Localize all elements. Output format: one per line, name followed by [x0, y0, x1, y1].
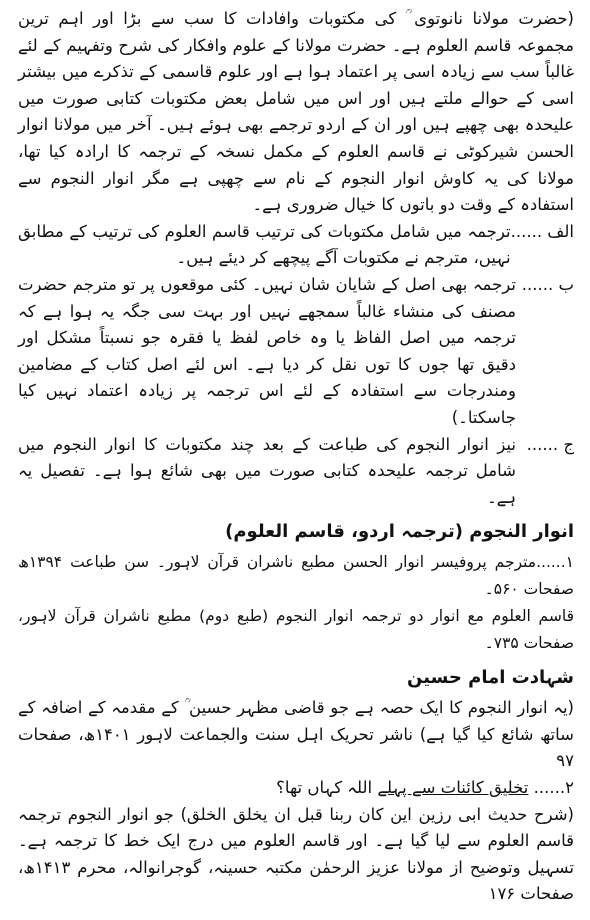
- point-marker: الف ......: [510, 221, 574, 241]
- section-heading-anwar-un-nujoom: انوار النجوم (ترجمہ اردو، قاسم العلوم): [225, 521, 574, 543]
- question-underlined-text: تخلیق کائنات سے پہلے: [377, 778, 529, 798]
- section-paragraph: (یہ انوار النجوم کا ایک حصہ ہے جو قاضی مظہر حسین ؒ کے مقدمہ کے اضافہ کے ساتھ شائع کیا گیا ہے) ناشر تحریک اہل سنت والجماعت لاہور ۱۴۰۱ھ، صفحات ۹۷: [18, 698, 574, 771]
- bibliography-entry: ۱......مترجم پروفیسر انوار الحسن مطبع ناشران قرآن لاہور۔ سن طباعت ۱۳۹۴ھ صفحات ۵۶۰۔: [18, 553, 574, 599]
- point-text: نیز انوار النجوم کی طباعت کے بعد چند مکتوبات کا انوار النجوم میں شامل ترجمہ علیحدہ کتابی صورت میں بھی شائع ہوا ہے۔ تفصیل یہ ہے۔: [18, 434, 516, 507]
- point-bay: [18, 272, 574, 432]
- point-text: ترجمہ میں شامل مکتوبات کی ترتیب قاسم العلوم کی ترتیب کے مطابق نہیں، مترجم نے مکتوبات آگے پیچھے کر دیئے ہیں۔: [18, 221, 511, 268]
- point-text: ترجمہ بھی اصل کے شایان شان نہیں۔ کئی موقعوں پر تو مترجم حضرت مصنف کی منشاء غالباً سمجھے نہیں اور بہت سی جگہ یہ ہوا ہے کہ ترجمہ میں اصل الفاظ یا وہ خاص لفظ یا فقرہ جو نسبتاً مشکل اور دقیق تھا جوں کا توں نقل کر دیا ہے۔ اس لئے اصل کتاب کے مضامین ومندرجات سے استفادہ کے لئے اس ترجمہ پر زیادہ اعتماد نہیں کیا جاسکتا۔): [18, 274, 516, 427]
- question-line: [18, 775, 574, 802]
- bibliography-entry: قاسم العلوم مع انوار دو ترجمہ انوار النجوم (طبع دوم) مطبع ناشران قرآن لاہور، صفحات ۷۳۵۔: [18, 607, 574, 653]
- point-jeem: [18, 432, 574, 512]
- section-heading-shahadat-imam-husain: شہادت امام حسین: [407, 667, 574, 689]
- question-rest-text: اللہ کہاں تھا؟: [276, 778, 378, 798]
- question-number: ۲......: [533, 778, 574, 798]
- point-alif: [18, 219, 574, 272]
- intro-paragraph: (حضرت مولانا نانوتوی ؒ کی مکتوبات وافادات کا سب سے بڑا اور اہم ترین مجموعہ قاسم العلوم ہے۔ حضرت مولانا کے علوم وافکار کی شرح وتفہیم کے لئے غالباً سب سے زیادہ اسی پر اعتماد ہوا ہے اور علوم قاسمی کے تذکرے میں بیشتر اسی کے حوالے ملتے ہیں اور اس میں شامل بعض مکتوبات کتابی صورت میں علیحدہ بھی چھپے ہیں اور ان کے اردو ترجمے بھی ہوئے ہیں۔ آخر میں مولانا انوار الحسن شیرکوٹی نے قاسم العلوم کے مکمل نسخہ کے ترجمہ کا ارادہ کیا تھا، مولانا کی یہ کاوش انوار النجوم کے نام سے چھپی ہے مگر انوار النجوم سے استفادہ کے وقت دو باتوں کا خیال ضروری ہے۔: [18, 9, 574, 215]
- point-marker: ج ......: [526, 434, 574, 454]
- point-marker: ب ......: [521, 274, 574, 294]
- document-page: [18, 6, 574, 908]
- section-paragraph-2: (شرح حدیث ابی رزین این کان ربنا قبل ان یخلق الخلق) جو انوار النجوم ترجمہ قاسم العلوم سے لیا گیا ہے۔ اور قاسم العلوم میں درج ایک خط کا ترجمہ ہے۔ تسہیل وتوضیح از مولانا عزیز الرحمٰن مکتبہ حسینہ، گوجرانوالہ، محرم ۱۴۱۳ھ، صفحات ۱۷۶: [18, 804, 574, 904]
